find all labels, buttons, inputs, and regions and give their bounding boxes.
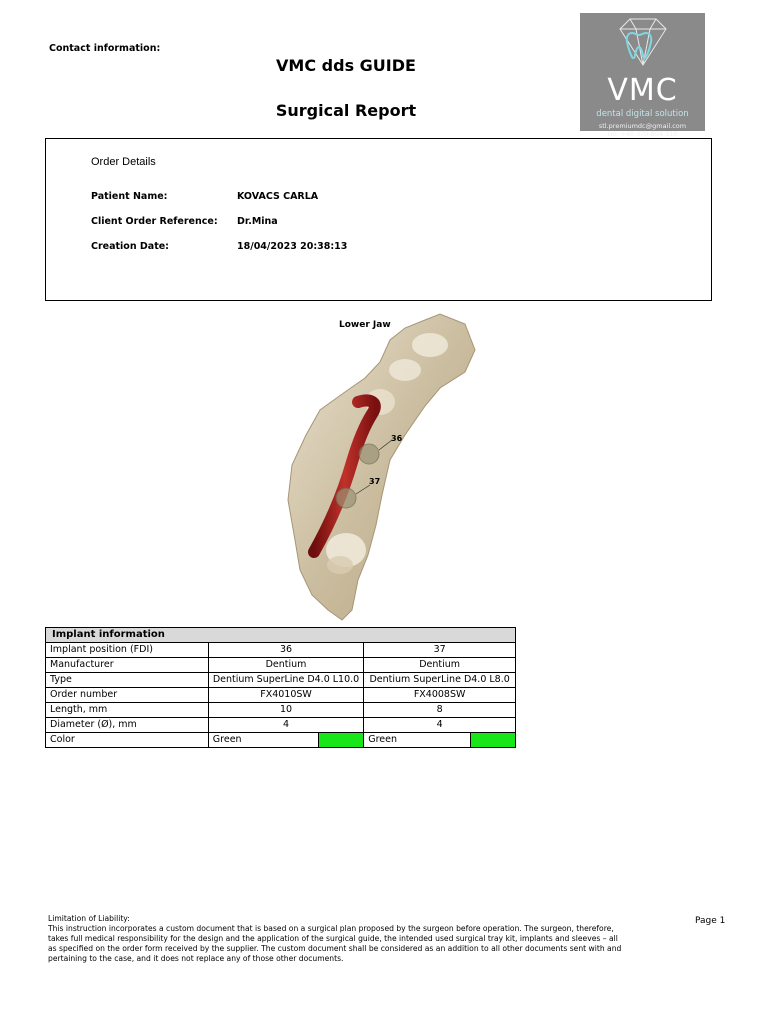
cell-implant-2: 37 bbox=[364, 643, 516, 658]
logo-tagline: dental digital solution bbox=[596, 109, 689, 119]
implant-information-table bbox=[45, 627, 516, 748]
table-row bbox=[46, 673, 516, 688]
liability-text: This instruction incorporates a custom document that is based on a surgical plan proposed by the surgeon before operation. The surgeon, therefore, takes full medical responsibility for the design and the application of the surgical guide, the intended used surgical tray kit, implants and sleeves – all as specified on the order form received by the supplier. The custom document shall be considered as an addition to all other documents sent with and pertaining to the case, and it does not replace any of those other documents. bbox=[48, 924, 622, 963]
implant-36-marker bbox=[359, 444, 379, 464]
implant-37-marker bbox=[336, 488, 356, 508]
table-row bbox=[46, 688, 516, 703]
row-label: Type bbox=[46, 673, 209, 688]
order-details-heading: Order Details bbox=[91, 156, 156, 168]
color-swatch-implant-1 bbox=[319, 733, 364, 748]
patient-name-value: KOVACS CARLA bbox=[237, 191, 319, 202]
color-name-implant-2: Green bbox=[364, 733, 471, 748]
page-number: Page 1 bbox=[695, 916, 726, 926]
cell-implant-2: FX4008SW bbox=[364, 688, 516, 703]
row-label: Diameter (Ø), mm bbox=[46, 718, 209, 733]
logo-phone: tel: +40 370 804 310 bbox=[607, 130, 678, 138]
table-row bbox=[46, 703, 516, 718]
implant-label-37: 37 bbox=[369, 477, 381, 486]
implant-label-36: 36 bbox=[391, 434, 403, 443]
cell-implant-2: 4 bbox=[364, 718, 516, 733]
cell-implant-1: Dentium SuperLine D4.0 L10.0 bbox=[208, 673, 363, 688]
row-label: Color bbox=[46, 733, 209, 748]
table-row bbox=[46, 643, 516, 658]
color-name-implant-1: Green bbox=[208, 733, 319, 748]
color-swatch-implant-2 bbox=[471, 733, 516, 748]
cell-implant-2: Dentium bbox=[364, 658, 516, 673]
cell-implant-2: 8 bbox=[364, 703, 516, 718]
table-row bbox=[46, 718, 516, 733]
liability-title: Limitation of Liability: bbox=[48, 914, 130, 923]
row-label: Order number bbox=[46, 688, 209, 703]
cell-implant-1: 36 bbox=[208, 643, 363, 658]
contact-information-label: Contact information: bbox=[49, 43, 161, 54]
logo-email: stl.premiumdc@gmail.com bbox=[598, 122, 687, 130]
document-title: VMC dds GUIDE bbox=[276, 56, 416, 75]
row-label: Implant position (FDI) bbox=[46, 643, 209, 658]
cell-implant-1: Dentium bbox=[208, 658, 363, 673]
creation-date-value: 18/04/2023 20:38:13 bbox=[237, 241, 348, 252]
row-label: Manufacturer bbox=[46, 658, 209, 673]
cell-implant-2: Dentium SuperLine D4.0 L8.0 bbox=[364, 673, 516, 688]
order-details-box bbox=[45, 138, 712, 301]
row-label: Length, mm bbox=[46, 703, 209, 718]
document-subtitle: Surgical Report bbox=[275, 101, 417, 120]
vmc-logo bbox=[580, 13, 705, 138]
color-row bbox=[46, 733, 516, 748]
creation-date-label: Creation Date: bbox=[91, 241, 169, 252]
jaw-bone-model bbox=[288, 314, 475, 620]
cell-implant-1: 4 bbox=[208, 718, 363, 733]
lower-jaw-render bbox=[240, 310, 540, 625]
jaw-title: Lower Jaw bbox=[339, 320, 391, 330]
logo-brand-text: VMC bbox=[607, 73, 678, 108]
cell-implant-1: FX4010SW bbox=[208, 688, 363, 703]
implant-table-heading: Implant information bbox=[46, 628, 516, 643]
client-order-reference-label: Client Order Reference: bbox=[91, 216, 218, 227]
table-row bbox=[46, 658, 516, 673]
patient-name-label: Patient Name: bbox=[91, 191, 168, 202]
cell-implant-1: 10 bbox=[208, 703, 363, 718]
client-order-reference-value: Dr.Mina bbox=[237, 216, 278, 227]
liability-notice bbox=[48, 914, 628, 964]
